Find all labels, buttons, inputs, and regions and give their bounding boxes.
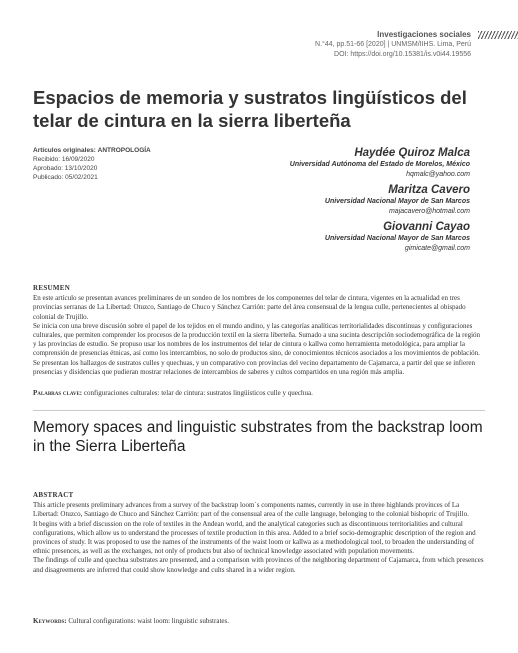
author-email[interactable]: gimicate@gmail.com <box>404 245 470 252</box>
author-email[interactable]: hqmalc@yahoo.com <box>406 171 470 178</box>
author-affiliation: Universidad Autónoma del Estado de Morelos, México <box>289 161 470 168</box>
abstract-heading: ABSTRACT <box>33 491 74 499</box>
journal-name: Investigaciones sociales <box>377 30 471 39</box>
abstract-section <box>33 491 485 575</box>
resumen-paragraph-1: En este artículo se presentan avances preliminares de un sondeo de los nombres de los componentes del telar de cintura, vigentes en la actualidad en tres provincias serranas de La Libertad: Otuzco, Santiago de Chuco y Sánchez Carrión: parte del área consensual de la lengua culle, pertenecientes al obispado colonial de Trujillo. <box>33 294 466 321</box>
category-value: ANTROPOLOGÍA <box>97 147 151 154</box>
author-affiliation: Universidad Nacional Mayor de San Marcos <box>324 235 470 242</box>
keywords <box>33 617 485 626</box>
author-affiliation: Universidad Nacional Mayor de San Marcos <box>324 198 470 205</box>
resumen-paragraph-2: Se inicia con una breve discusión sobre el papel de los tejidos en el mundo andino, y las categorías analíticas territorialidades discontinuas y configuraciones culturales, que permiten comprender los procesos de la producción textil en la sierra liberteña. Sumado a una sucinta descripción sociodemográfica de la región y las provincias de estudio. Se propuso usar los nombres de los instrumentos del telar de cintura o kallwa como herramienta metodológica, para ampliar la comprensión de presencias étnicas, así como los intercambios, no solo de productos sino, de conocimientos técnicos asociados a los movimientos de población. <box>33 321 481 358</box>
abstract-paragraph-1: This article presents preliminary advances from a survey of the backstrap loom´s components names, currently in use in three highlands provinces of La Libertad: Otuzco, Santiago de Chuco and Sánchez Carrión: part of the consensual area of the culle language, belonging to the colonial bishopric of Trujillo. <box>33 501 469 519</box>
resumen-section <box>33 284 485 377</box>
resumen-heading: RESUMEN <box>33 284 71 292</box>
abstract-paragraph-2: It begins with a brief discussion on the role of textiles in the Andean world, and the analytical categories such as discontinuous territorialities and cultural configurations, which allow us to understand the processes of textile production in this area. Added to a brief socio-demographic description of the region and provinces of study. It was proposed to use the names of the instruments of the waist loom or kallwa as a methodological tool, to broaden the understanding of ethnic presences, as well as the exchanges, not only of products but also of technical knowledge associated with population movements. <box>33 519 476 556</box>
palabras-clave-label: Palabras clave: <box>33 389 83 397</box>
received-date: Recibido: 16/09/2020 <box>33 156 95 163</box>
author-email[interactable]: majacavero@hotmail.com <box>388 208 470 215</box>
article-title-en: Memory spaces and linguistic substrates from the backstrap loom in the Sierra Liberteña <box>33 419 483 455</box>
journal-volume: N.°44, pp.51-66 [2020] | UNMSM/IIHS. Lima, Perú <box>315 41 471 48</box>
author-name: Haydée Quiroz Malca <box>354 147 470 159</box>
journal-doi[interactable]: DOI: https://doi.org/10.15381/is.v0i44.19556 <box>334 51 471 58</box>
author-1 <box>290 146 470 180</box>
resumen-paragraph-3: Se presentan los hallazgos de sustratos culles y quechuas, y un comparativo con provincias del vecino departamento de Cajamarca, a partir del que se infieren presencias y disidencias que pudieran mostrar relaciones de intercambios de saberes y cultos compartidos en una región más amplia. <box>33 358 476 376</box>
category-line <box>33 146 151 155</box>
article-title-es: Espacios de memoria y sustratos lingüísticos del telar de cintura en la sierra liberteña <box>33 87 467 131</box>
author-2 <box>290 183 470 217</box>
author-name: Giovanni Cayao <box>383 221 470 233</box>
keywords-label: Keywords: <box>33 617 67 625</box>
published-date: Publicado: 05/02/2021 <box>33 174 98 181</box>
article-meta <box>33 146 151 182</box>
author-block <box>290 146 470 257</box>
palabras-clave <box>33 389 485 398</box>
author-3 <box>290 220 470 254</box>
category-label: Artículos originales: <box>33 147 96 154</box>
keywords-value: Cultural configurations: waist loom: linguistic substrates. <box>68 617 229 625</box>
abstract-paragraph-3: The findings of culle and quechua substrates are presented, and a comparison with provinces of the neighboring department of Cajamarca, from which presences and disagreements are inferred that could show knowledge and cults shared in a wider region. <box>33 556 484 574</box>
palabras-clave-value: configuraciones culturales: telar de cintura: sustratos lingüísticos culle y quechua. <box>83 389 313 397</box>
author-name: Maritza Cavero <box>388 184 470 196</box>
journal-header <box>315 30 471 60</box>
header-hatch-decoration <box>478 31 518 39</box>
section-divider <box>33 410 485 411</box>
approved-date: Aprobado: 13/10/2020 <box>33 165 98 172</box>
